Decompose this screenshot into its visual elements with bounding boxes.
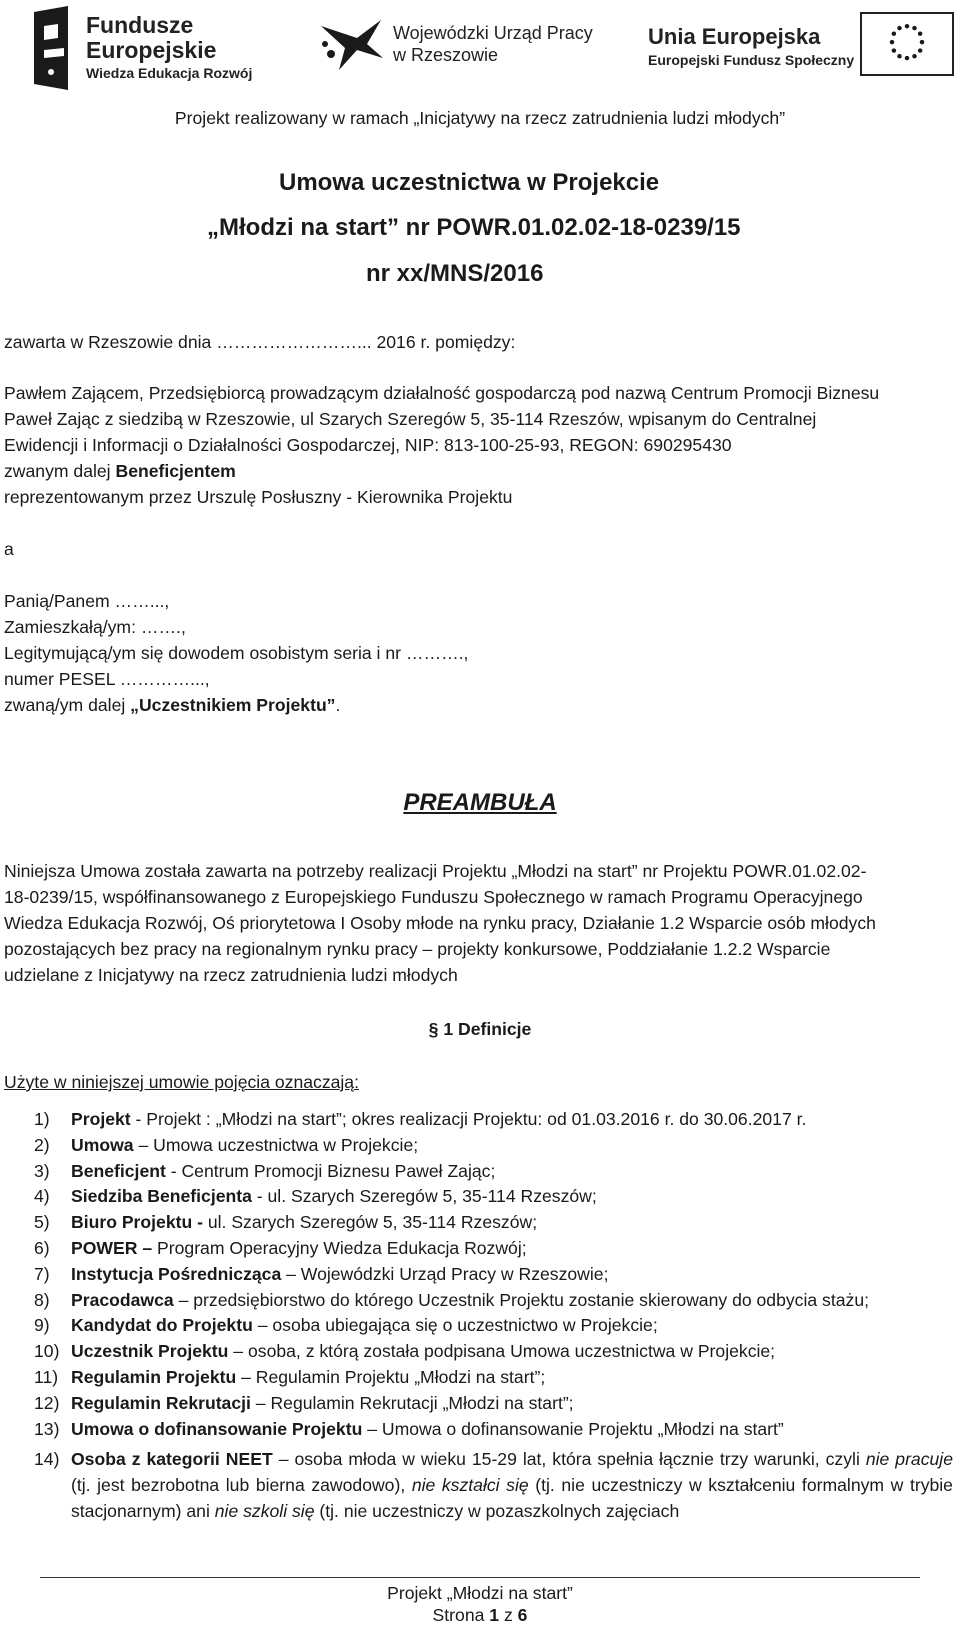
- definition-text: – Regulamin Projektu „Młodzi na start”;: [236, 1367, 546, 1387]
- definition-body: [71, 1237, 955, 1259]
- preamble-line-3: Wiedza Edukacja Rozwój, Oś priorytetowa I Osoby młode na rynku pracy, Działanie 1.2 Wsparcie osób młodych: [4, 913, 876, 933]
- definition-text: – Regulamin Rekrutacji „Młodzi na start”;: [250, 1393, 574, 1413]
- definition-text: – przedsiębiorstwo do którego Uczestnik Projektu zostanie skierowany do odbycia stażu;: [173, 1290, 869, 1310]
- title-line-2: „Młodzi na start” nr POWR.01.02.02-18-0239/15: [207, 214, 741, 241]
- definition-text-2: (tj. jest bezrobotna lub bierna zawodowo),: [71, 1475, 412, 1495]
- party1-called: [4, 460, 236, 482]
- eu-flag-icon: [860, 12, 954, 76]
- definition-text-3: (tj. nie uczestniczy w kształceniu formalnym w trybie stacjonarnym) ani: [71, 1475, 953, 1521]
- definition-body: [71, 1446, 953, 1524]
- definition-number: 9): [34, 1315, 50, 1335]
- definition-term: Kandydat do Projektu: [71, 1315, 253, 1335]
- definition-body: [71, 1392, 955, 1414]
- definition-number: 6): [34, 1238, 50, 1258]
- party1-line-3: Ewidencji i Informacji o Działalności Gospodarczej, NIP: 813-100-25-93, REGON: 690295430: [4, 435, 732, 455]
- definition-number: 11): [34, 1367, 59, 1387]
- definition-term: Uczestnik Projektu: [71, 1341, 229, 1361]
- party2-line-2: Zamieszkałą/ym: …….,: [4, 617, 186, 637]
- section-1-heading: § 1 Definicje: [428, 1019, 532, 1039]
- party1-called-prefix: zwanym dalej: [4, 461, 116, 481]
- definition-text: - ul. Szarych Szeregów 5, 35-114 Rzeszów;: [251, 1186, 597, 1206]
- definition-term: Beneficjent: [71, 1161, 166, 1181]
- definition-text: – osoba, z którą została podpisana Umowa uczestnictwa w Projekcie;: [228, 1341, 776, 1361]
- definition-text: – Umowa uczestnictwa w Projekcie;: [133, 1135, 419, 1155]
- title-line-1: Umowa uczestnictwa w Projekcie: [279, 169, 660, 196]
- title-line-3: nr xx/MNS/2016: [366, 260, 544, 287]
- definition-number: 2): [34, 1135, 50, 1155]
- and-word: a: [4, 539, 14, 559]
- participant-term: „Uczestnikiem Projektu”: [130, 695, 336, 715]
- party1-line-1: Pawłem Zającem, Przedsiębiorcą prowadzącym działalność gospodarczą pod nazwą Centrum Promocji Biznesu: [4, 383, 880, 403]
- fe-logo-line1: Fundusze: [86, 12, 194, 38]
- definition-number: 14): [34, 1449, 60, 1469]
- definition-term: Umowa o dofinansowanie Projektu: [71, 1419, 363, 1439]
- definition-body: [71, 1160, 955, 1182]
- definition-term: Osoba z kategorii NEET: [71, 1449, 273, 1469]
- wup-logo-line1: Wojewódzki Urząd Pracy: [393, 23, 593, 43]
- party2-line-3: Legitymującą/ym się dowodem osobistym seria i nr ……….,: [4, 643, 469, 663]
- footer-page-number: [0, 1604, 960, 1626]
- party2-called: [4, 694, 340, 716]
- definition-number: 1): [34, 1109, 50, 1129]
- page-mid: z: [499, 1605, 518, 1625]
- footer-divider: [40, 1577, 920, 1578]
- definition-body: [71, 1134, 955, 1156]
- definition-term: POWER –: [71, 1238, 153, 1258]
- definition-text: – Wojewódzki Urząd Pracy w Rzeszowie;: [281, 1264, 609, 1284]
- definition-text: - Projekt : „Młodzi na start”; okres realizacji Projektu: od 01.03.2016 r. do 30.06.2017 r.: [130, 1109, 807, 1129]
- definition-text: Program Operacyjny Wiedza Edukacja Rozwój;: [152, 1238, 527, 1258]
- footer-project: Projekt „Młodzi na start”: [387, 1583, 573, 1603]
- definition-body: [71, 1185, 955, 1207]
- definitions-intro: Użyte w niniejszej umowie pojęcia oznaczają:: [4, 1072, 359, 1092]
- party2-called-suffix: .: [335, 695, 341, 715]
- definition-body: [71, 1108, 955, 1130]
- ue-logo-subtitle: Europejski Fundusz Społeczny: [648, 52, 855, 68]
- beneficiary-term: Beneficjentem: [115, 461, 236, 481]
- definition-term: Biuro Projektu -: [71, 1212, 203, 1232]
- page-prefix: Strona: [432, 1605, 490, 1625]
- definition-term: Projekt: [71, 1109, 131, 1129]
- ue-logo: [648, 24, 854, 68]
- party1-represented: reprezentowanym przez Urszulę Posłuszny - Kierownika Projektu: [4, 487, 513, 507]
- preamble-line-5: udzielane z Inicjatywy na rzecz zatrudnienia ludzi młodych: [4, 965, 458, 985]
- ue-logo-title: Unia Europejska: [648, 24, 821, 49]
- project-initiative-line: Projekt realizowany w ramach „Inicjatywy na rzecz zatrudnienia ludzi młodych”: [174, 108, 786, 128]
- definition-italic-1: nie pracuje: [865, 1449, 953, 1469]
- definition-number: 10): [34, 1341, 60, 1361]
- preamble-line-1: Niniejsza Umowa została zawarta na potrzeby realizacji Projektu „Młodzi na start” nr Projektu POWR.01.02.02-: [4, 861, 867, 881]
- definition-body: [71, 1211, 955, 1233]
- definition-text-4: (tj. nie uczestniczy w pozaszkolnych zajęciach: [314, 1501, 680, 1521]
- definition-term: Instytucja Pośrednicząca: [71, 1264, 282, 1284]
- party2-line-4: numer PESEL …………...,: [4, 669, 210, 689]
- definition-text: – Umowa o dofinansowanie Projektu „Młodzi na start”: [362, 1419, 784, 1439]
- definition-number: 13): [34, 1419, 60, 1439]
- wup-logo: [317, 14, 593, 74]
- definition-number: 7): [34, 1264, 50, 1284]
- definition-italic-3: nie szkoli się: [214, 1501, 315, 1521]
- definition-body: [71, 1340, 955, 1362]
- definition-text: - Centrum Promocji Biznesu Paweł Zając;: [165, 1161, 496, 1181]
- definition-term: Regulamin Rekrutacji: [71, 1393, 251, 1413]
- contract-place-date: zawarta w Rzeszowie dnia ……………………... 2016 r. pomiędzy:: [4, 332, 516, 352]
- definition-body: [71, 1289, 955, 1311]
- fe-logo: [28, 6, 252, 90]
- definition-italic-2: nie kształci się: [411, 1475, 529, 1495]
- preamble-heading: PREAMBUŁA: [403, 789, 557, 816]
- preamble-line-2: 18-0239/15, współfinansowanego z Europejskiego Funduszu Społecznego w ramach Programu Operacyjnego: [4, 887, 863, 907]
- definition-text: – osoba ubiegająca się o uczestnictwo w Projekcie;: [252, 1315, 658, 1335]
- page-current: 1: [489, 1605, 500, 1625]
- definition-body: [71, 1366, 955, 1388]
- definition-body: [71, 1418, 955, 1440]
- fe-logo-icon: [28, 6, 74, 90]
- definition-number: 4): [34, 1186, 50, 1206]
- preamble-line-4: pozostających bez pracy na regionalnym rynku pracy – projekty konkursowe, Poddziałanie 1.2.2 Wsparcie: [4, 939, 831, 959]
- logo-header: [0, 0, 960, 95]
- definition-term: Pracodawca: [71, 1290, 174, 1310]
- wup-bird-icon: [317, 14, 385, 74]
- wup-logo-line2: w Rzeszowie: [393, 45, 499, 65]
- definition-number: 5): [34, 1212, 50, 1232]
- definition-body: [71, 1314, 955, 1336]
- definition-term: Umowa: [71, 1135, 134, 1155]
- fe-logo-line2: Europejskie: [86, 37, 217, 63]
- page-total: 6: [517, 1605, 528, 1625]
- definition-number: 8): [34, 1290, 50, 1310]
- definition-text-1: – osoba młoda w wieku 15-29 lat, która spełnia łącznie trzy warunki, czyli: [272, 1449, 866, 1469]
- party2-line-1: Panią/Panem ……...,: [4, 591, 170, 611]
- definition-number: 3): [34, 1161, 50, 1181]
- party1-line-2: Paweł Zając z siedzibą w Rzeszowie, ul Szarych Szeregów 5, 35-114 Rzeszów, wpisanym do Centralnej: [4, 409, 817, 429]
- fe-logo-line3: Wiedza Edukacja Rozwój: [86, 65, 253, 81]
- definition-term: Siedziba Beneficjenta: [71, 1186, 252, 1206]
- definition-term: Regulamin Projektu: [71, 1367, 237, 1387]
- definition-number: 12): [34, 1393, 60, 1413]
- party2-called-prefix: zwaną/ym dalej: [4, 695, 131, 715]
- definition-text: ul. Szarych Szeregów 5, 35-114 Rzeszów;: [202, 1212, 538, 1232]
- definition-body: [71, 1263, 955, 1285]
